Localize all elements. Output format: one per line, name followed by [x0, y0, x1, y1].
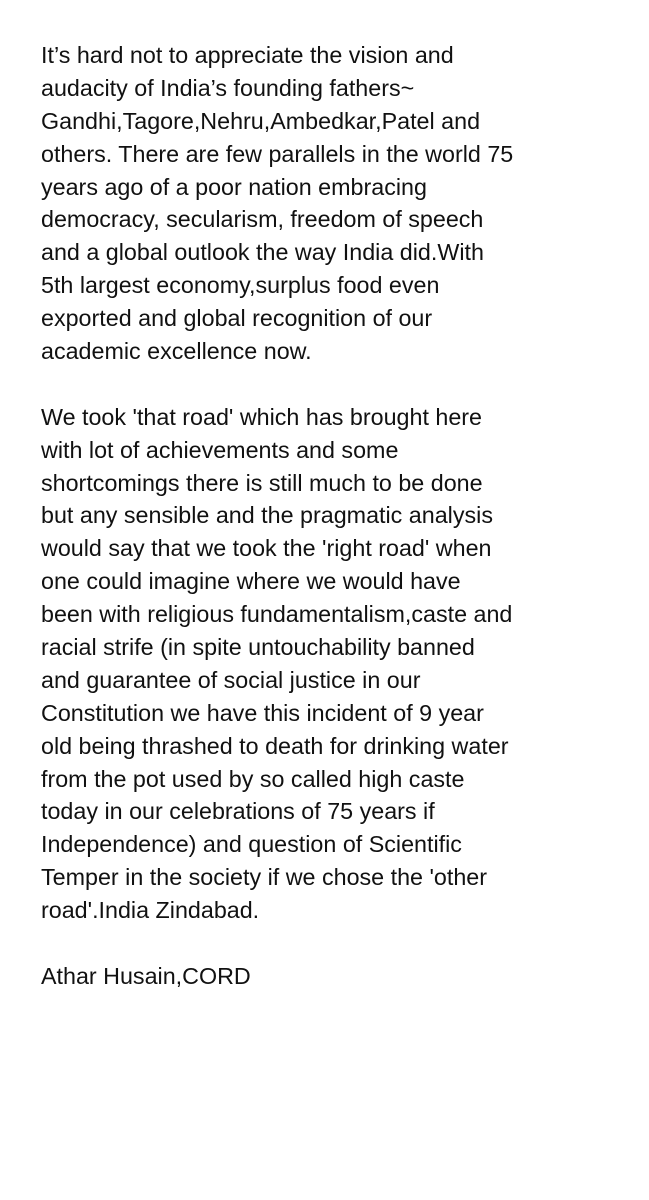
text-line: shortcomings there is still much to be done — [41, 469, 483, 496]
text-line: democracy, secularism, freedom of speech — [41, 206, 484, 233]
text-line: academic excellence now. — [41, 338, 312, 365]
text-line: today in our celebrations of 75 years if — [41, 798, 435, 825]
paragraph-that-road — [41, 401, 641, 927]
text-line: old being thrashed to death for drinking water — [41, 732, 509, 759]
author-signature: Athar Husain,CORD — [41, 962, 251, 989]
text-line: but any sensible and the pragmatic analysis — [41, 502, 493, 529]
text-line: with lot of achievements and some — [41, 436, 399, 463]
text-line: Temper in the society if we chose the 'other — [41, 864, 488, 891]
paragraph-gap — [41, 368, 641, 401]
text-line: Independence) and question of Scientific — [41, 831, 462, 858]
text-line: and guarantee of social justice in our — [41, 666, 421, 693]
text-line: racial strife (in spite untouchability banned — [41, 634, 475, 661]
text-line: been with religious fundamentalism,caste and — [41, 601, 513, 628]
text-line: one could imagine where we would have — [41, 568, 461, 595]
text-line: exported and global recognition of our — [41, 305, 433, 332]
text-line: We took 'that road' which has brought here — [41, 403, 483, 430]
text-line: It’s hard not to appreciate the vision and — [41, 42, 454, 68]
paragraph-founding-fathers — [41, 39, 641, 368]
text-line: Gandhi,Tagore,Nehru,Ambedkar,Patel and — [41, 107, 481, 134]
text-line: road'.India Zindabad. — [41, 897, 260, 924]
paragraph-gap — [41, 927, 641, 960]
signature-paragraph — [41, 960, 641, 993]
text-line: from the pot used by so called high caste — [41, 765, 465, 792]
text-line: years ago of a poor nation embracing — [41, 173, 427, 200]
text-line: 5th largest economy,surplus food even — [41, 272, 440, 299]
text-line: would say that we took the 'right road' when — [41, 535, 492, 562]
text-line: Constitution we have this incident of 9 year — [41, 699, 484, 726]
text-line: others. There are few parallels in the world 75 — [41, 140, 514, 167]
text-line: and a global outlook the way India did.With — [41, 239, 484, 266]
note-text — [41, 39, 641, 993]
text-line: audacity of India’s founding fathers~ — [41, 74, 415, 101]
